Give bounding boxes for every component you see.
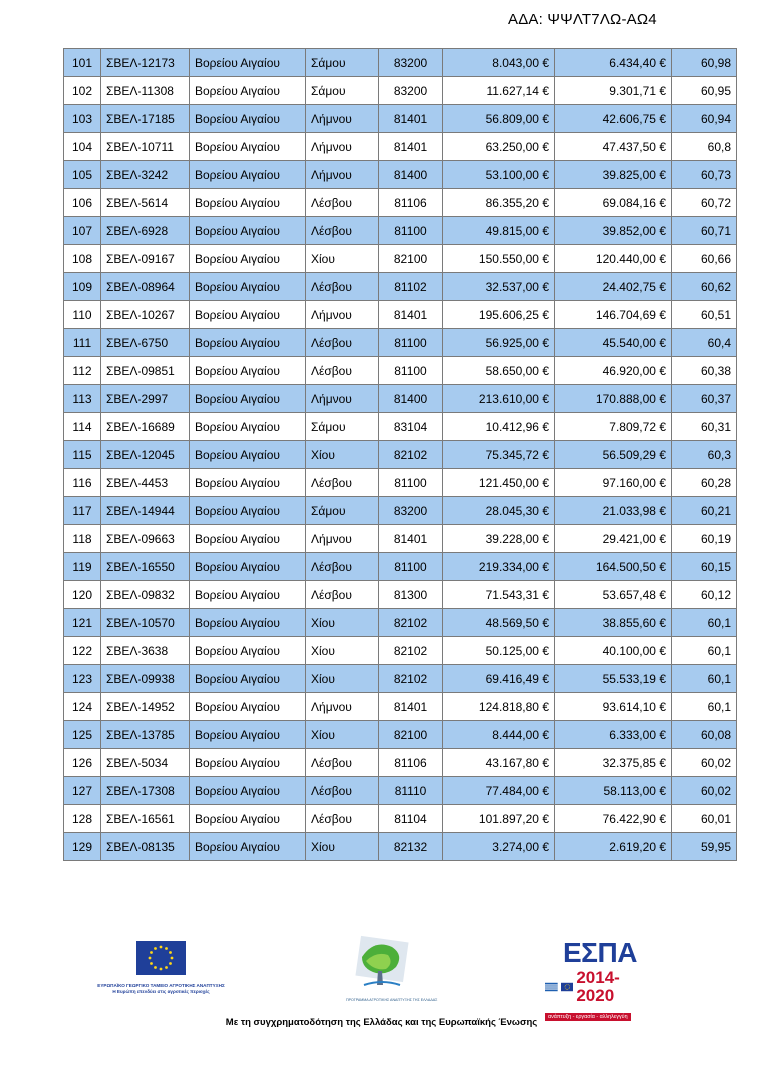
table-row: [64, 189, 737, 217]
regional-unit-cell: Λέσβου: [306, 777, 379, 805]
application-code-cell: ΣΒΕΛ-12173: [101, 49, 190, 77]
subsidy-amount-cell: 45.540,00 €: [555, 329, 672, 357]
eafrd-slogan: Η Ευρώπη επενδύει στις αγροτικές περιοχές: [112, 989, 210, 994]
table-row: [64, 805, 737, 833]
budget-amount-cell: 3.274,00 €: [443, 833, 555, 861]
table-row: [64, 777, 737, 805]
table-row: [64, 133, 737, 161]
eu-flag-icon: [136, 941, 186, 975]
regional-unit-cell: Λέσβου: [306, 217, 379, 245]
region-cell: Βορείου Αιγαίου: [190, 357, 306, 385]
region-cell: Βορείου Αιγαίου: [190, 441, 306, 469]
regional-unit-cell: Χίου: [306, 245, 379, 273]
postal-code-cell: 83200: [379, 497, 443, 525]
score-cell: 60,94: [672, 105, 737, 133]
regional-unit-cell: Λήμνου: [306, 105, 379, 133]
application-code-cell: ΣΒΕΛ-16689: [101, 413, 190, 441]
postal-code-cell: 82102: [379, 609, 443, 637]
application-code-cell: ΣΒΕΛ-10570: [101, 609, 190, 637]
table-row: [64, 329, 737, 357]
score-cell: 60,95: [672, 77, 737, 105]
application-code-cell: ΣΒΕΛ-09832: [101, 581, 190, 609]
regional-unit-cell: Λέσβου: [306, 749, 379, 777]
regional-unit-cell: Λέσβου: [306, 357, 379, 385]
application-code-cell: ΣΒΕΛ-16550: [101, 553, 190, 581]
budget-amount-cell: 56.925,00 €: [443, 329, 555, 357]
subsidy-amount-cell: 40.100,00 €: [555, 637, 672, 665]
budget-amount-cell: 219.334,00 €: [443, 553, 555, 581]
table-row: [64, 497, 737, 525]
score-cell: 60,01: [672, 805, 737, 833]
row-number-cell: 128: [64, 805, 101, 833]
subsidy-amount-cell: 56.509,29 €: [555, 441, 672, 469]
budget-amount-cell: 39.228,00 €: [443, 525, 555, 553]
budget-amount-cell: 53.100,00 €: [443, 161, 555, 189]
application-code-cell: ΣΒΕΛ-10267: [101, 301, 190, 329]
region-cell: Βορείου Αιγαίου: [190, 525, 306, 553]
budget-amount-cell: 11.627,14 €: [443, 77, 555, 105]
row-number-cell: 107: [64, 217, 101, 245]
espa-slogan: ανάπτυξη - εργασία - αλληλεγγύη: [545, 1013, 631, 1021]
score-cell: 60,15: [672, 553, 737, 581]
region-cell: Βορείου Αιγαίου: [190, 749, 306, 777]
application-code-cell: ΣΒΕΛ-09851: [101, 357, 190, 385]
table-row: [64, 553, 737, 581]
regional-unit-cell: Χίου: [306, 637, 379, 665]
budget-amount-cell: 49.815,00 €: [443, 217, 555, 245]
budget-amount-cell: 195.606,25 €: [443, 301, 555, 329]
score-cell: 60,21: [672, 497, 737, 525]
row-number-cell: 112: [64, 357, 101, 385]
postal-code-cell: 81400: [379, 161, 443, 189]
application-code-cell: ΣΒΕΛ-6750: [101, 329, 190, 357]
row-number-cell: 118: [64, 525, 101, 553]
budget-amount-cell: 77.484,00 €: [443, 777, 555, 805]
budget-amount-cell: 101.897,20 €: [443, 805, 555, 833]
postal-code-cell: 81100: [379, 357, 443, 385]
subsidy-amount-cell: 9.301,71 €: [555, 77, 672, 105]
table-row: [64, 525, 737, 553]
application-code-cell: ΣΒΕΛ-10711: [101, 133, 190, 161]
postal-code-cell: 81401: [379, 105, 443, 133]
table-row: [64, 581, 737, 609]
score-cell: 60,73: [672, 161, 737, 189]
subsidy-amount-cell: 7.809,72 €: [555, 413, 672, 441]
table-body: [64, 49, 737, 861]
region-cell: Βορείου Αιγαίου: [190, 721, 306, 749]
budget-amount-cell: 8.043,00 €: [443, 49, 555, 77]
row-number-cell: 110: [64, 301, 101, 329]
table-row: [64, 469, 737, 497]
subsidy-amount-cell: 164.500,50 €: [555, 553, 672, 581]
score-cell: 60,12: [672, 581, 737, 609]
table-row: [64, 665, 737, 693]
regional-unit-cell: Χίου: [306, 609, 379, 637]
budget-amount-cell: 124.818,80 €: [443, 693, 555, 721]
regional-unit-cell: Λέσβου: [306, 469, 379, 497]
region-cell: Βορείου Αιγαίου: [190, 105, 306, 133]
table-row: [64, 609, 737, 637]
budget-amount-cell: 121.450,00 €: [443, 469, 555, 497]
budget-amount-cell: 86.355,20 €: [443, 189, 555, 217]
subsidy-amount-cell: 53.657,48 €: [555, 581, 672, 609]
application-code-cell: ΣΒΕΛ-4453: [101, 469, 190, 497]
region-cell: Βορείου Αιγαίου: [190, 637, 306, 665]
rural-development-text: ΠΡΟΓΡΑΜΜΑ ΑΓΡΟΤΙΚΗΣ ΑΝΑΠΤΥΞΗΣ ΤΗΣ ΕΛΛΑΔΑΣ: [346, 998, 438, 1002]
subsidy-amount-cell: 55.533,19 €: [555, 665, 672, 693]
regional-unit-cell: Χίου: [306, 441, 379, 469]
region-cell: Βορείου Αιγαίου: [190, 385, 306, 413]
postal-code-cell: 82102: [379, 441, 443, 469]
region-cell: Βορείου Αιγαίου: [190, 77, 306, 105]
region-cell: Βορείου Αιγαίου: [190, 609, 306, 637]
postal-code-cell: 81102: [379, 273, 443, 301]
table-row: [64, 245, 737, 273]
row-number-cell: 124: [64, 693, 101, 721]
application-code-cell: ΣΒΕΛ-17185: [101, 105, 190, 133]
row-number-cell: 106: [64, 189, 101, 217]
region-cell: Βορείου Αιγαίου: [190, 777, 306, 805]
score-cell: 60,51: [672, 301, 737, 329]
application-code-cell: ΣΒΕΛ-16561: [101, 805, 190, 833]
application-code-cell: ΣΒΕΛ-13785: [101, 721, 190, 749]
application-code-cell: ΣΒΕΛ-08964: [101, 273, 190, 301]
table-row: [64, 833, 737, 861]
data-table: [63, 48, 737, 861]
application-code-cell: ΣΒΕΛ-11308: [101, 77, 190, 105]
application-code-cell: ΣΒΕΛ-3242: [101, 161, 190, 189]
row-number-cell: 105: [64, 161, 101, 189]
postal-code-cell: 81100: [379, 553, 443, 581]
table-row: [64, 105, 737, 133]
row-number-cell: 123: [64, 665, 101, 693]
region-cell: Βορείου Αιγαίου: [190, 693, 306, 721]
score-cell: 60,08: [672, 721, 737, 749]
postal-code-cell: 81100: [379, 329, 443, 357]
row-number-cell: 111: [64, 329, 101, 357]
postal-code-cell: 81401: [379, 301, 443, 329]
subsidy-amount-cell: 6.434,40 €: [555, 49, 672, 77]
budget-amount-cell: 150.550,00 €: [443, 245, 555, 273]
regional-unit-cell: Χίου: [306, 833, 379, 861]
subsidy-amount-cell: 58.113,00 €: [555, 777, 672, 805]
row-number-cell: 109: [64, 273, 101, 301]
row-number-cell: 102: [64, 77, 101, 105]
application-code-cell: ΣΒΕΛ-09167: [101, 245, 190, 273]
rural-development-logo: [346, 935, 438, 1002]
table-row: [64, 217, 737, 245]
budget-amount-cell: 213.610,00 €: [443, 385, 555, 413]
table-row: [64, 413, 737, 441]
score-cell: 60,1: [672, 609, 737, 637]
regional-unit-cell: Λέσβου: [306, 329, 379, 357]
subsidy-amount-cell: 46.920,00 €: [555, 357, 672, 385]
table-row: [64, 357, 737, 385]
score-cell: 60,1: [672, 637, 737, 665]
subsidy-amount-cell: 24.402,75 €: [555, 273, 672, 301]
budget-amount-cell: 48.569,50 €: [443, 609, 555, 637]
application-code-cell: ΣΒΕΛ-5034: [101, 749, 190, 777]
region-cell: Βορείου Αιγαίου: [190, 245, 306, 273]
postal-code-cell: 81401: [379, 525, 443, 553]
table-row: [64, 49, 737, 77]
score-cell: 60,98: [672, 49, 737, 77]
region-cell: Βορείου Αιγαίου: [190, 161, 306, 189]
regional-unit-cell: Λήμνου: [306, 693, 379, 721]
table-row: [64, 749, 737, 777]
regional-unit-cell: Λέσβου: [306, 189, 379, 217]
regional-unit-cell: Λήμνου: [306, 301, 379, 329]
postal-code-cell: 81104: [379, 805, 443, 833]
espa-logo: [545, 939, 645, 1023]
score-cell: 59,95: [672, 833, 737, 861]
postal-code-cell: 81100: [379, 217, 443, 245]
application-code-cell: ΣΒΕΛ-3638: [101, 637, 190, 665]
postal-code-cell: 82100: [379, 245, 443, 273]
budget-amount-cell: 58.650,00 €: [443, 357, 555, 385]
table-row: [64, 721, 737, 749]
application-code-cell: ΣΒΕΛ-09938: [101, 665, 190, 693]
postal-code-cell: 81110: [379, 777, 443, 805]
score-cell: 60,02: [672, 777, 737, 805]
region-cell: Βορείου Αιγαίου: [190, 469, 306, 497]
table-row: [64, 693, 737, 721]
subsidy-amount-cell: 39.825,00 €: [555, 161, 672, 189]
regional-unit-cell: Λήμνου: [306, 161, 379, 189]
regional-unit-cell: Λέσβου: [306, 273, 379, 301]
region-cell: Βορείου Αιγαίου: [190, 581, 306, 609]
application-code-cell: ΣΒΕΛ-17308: [101, 777, 190, 805]
score-cell: 60,62: [672, 273, 737, 301]
application-code-cell: ΣΒΕΛ-14944: [101, 497, 190, 525]
budget-amount-cell: 43.167,80 €: [443, 749, 555, 777]
score-cell: 60,28: [672, 469, 737, 497]
postal-code-cell: 83200: [379, 49, 443, 77]
subsidy-amount-cell: 76.422,90 €: [555, 805, 672, 833]
regional-unit-cell: Λήμνου: [306, 133, 379, 161]
region-cell: Βορείου Αιγαίου: [190, 273, 306, 301]
budget-amount-cell: 10.412,96 €: [443, 413, 555, 441]
score-cell: 60,1: [672, 665, 737, 693]
application-code-cell: ΣΒΕΛ-08135: [101, 833, 190, 861]
postal-code-cell: 83104: [379, 413, 443, 441]
postal-code-cell: 81401: [379, 133, 443, 161]
row-number-cell: 127: [64, 777, 101, 805]
region-cell: Βορείου Αιγαίου: [190, 133, 306, 161]
score-cell: 60,3: [672, 441, 737, 469]
table-row: [64, 385, 737, 413]
budget-amount-cell: 32.537,00 €: [443, 273, 555, 301]
region-cell: Βορείου Αιγαίου: [190, 49, 306, 77]
row-number-cell: 121: [64, 609, 101, 637]
tree-icon: [352, 935, 410, 993]
subsidy-amount-cell: 39.852,00 €: [555, 217, 672, 245]
table-row: [64, 161, 737, 189]
row-number-cell: 120: [64, 581, 101, 609]
regional-unit-cell: Χίου: [306, 665, 379, 693]
espa-years: 2014-2020: [576, 968, 620, 1005]
application-code-cell: ΣΒΕΛ-12045: [101, 441, 190, 469]
regional-unit-cell: Λέσβου: [306, 553, 379, 581]
postal-code-cell: 82132: [379, 833, 443, 861]
subsidy-amount-cell: 21.033,98 €: [555, 497, 672, 525]
row-number-cell: 115: [64, 441, 101, 469]
region-cell: Βορείου Αιγαίου: [190, 329, 306, 357]
postal-code-cell: 81401: [379, 693, 443, 721]
regional-unit-cell: Σάμου: [306, 77, 379, 105]
postal-code-cell: 81400: [379, 385, 443, 413]
table-row: [64, 441, 737, 469]
row-number-cell: 108: [64, 245, 101, 273]
budget-amount-cell: 50.125,00 €: [443, 637, 555, 665]
region-cell: Βορείου Αιγαίου: [190, 833, 306, 861]
region-cell: Βορείου Αιγαίου: [190, 189, 306, 217]
row-number-cell: 129: [64, 833, 101, 861]
postal-code-cell: 81100: [379, 469, 443, 497]
row-number-cell: 103: [64, 105, 101, 133]
subsidy-amount-cell: 69.084,16 €: [555, 189, 672, 217]
score-cell: 60,1: [672, 693, 737, 721]
regional-unit-cell: Σάμου: [306, 49, 379, 77]
application-code-cell: ΣΒΕΛ-2997: [101, 385, 190, 413]
table-row: [64, 301, 737, 329]
footer: [0, 935, 763, 1045]
postal-code-cell: 82100: [379, 721, 443, 749]
budget-amount-cell: 71.543,31 €: [443, 581, 555, 609]
table-row: [64, 77, 737, 105]
region-cell: Βορείου Αιγαίου: [190, 413, 306, 441]
row-number-cell: 117: [64, 497, 101, 525]
application-code-cell: ΣΒΕΛ-5614: [101, 189, 190, 217]
regional-unit-cell: Σάμου: [306, 413, 379, 441]
row-number-cell: 126: [64, 749, 101, 777]
score-cell: 60,4: [672, 329, 737, 357]
subsidy-amount-cell: 6.333,00 €: [555, 721, 672, 749]
budget-amount-cell: 8.444,00 €: [443, 721, 555, 749]
region-cell: Βορείου Αιγαίου: [190, 665, 306, 693]
postal-code-cell: 81106: [379, 749, 443, 777]
cofunding-statement: Με τη συγχρηματοδότηση της Ελλάδας και της Ευρωπαϊκής Ένωσης: [225, 1017, 538, 1028]
subsidy-amount-cell: 42.606,75 €: [555, 105, 672, 133]
score-cell: 60,72: [672, 189, 737, 217]
row-number-cell: 119: [64, 553, 101, 581]
subsidy-amount-cell: 47.437,50 €: [555, 133, 672, 161]
row-number-cell: 113: [64, 385, 101, 413]
regional-unit-cell: Λήμνου: [306, 525, 379, 553]
postal-code-cell: 81106: [379, 189, 443, 217]
subsidy-amount-cell: 120.440,00 €: [555, 245, 672, 273]
budget-amount-cell: 56.809,00 €: [443, 105, 555, 133]
row-number-cell: 116: [64, 469, 101, 497]
subsidy-amount-cell: 29.421,00 €: [555, 525, 672, 553]
row-number-cell: 114: [64, 413, 101, 441]
subsidy-amount-cell: 32.375,85 €: [555, 749, 672, 777]
subsidy-amount-cell: 170.888,00 €: [555, 385, 672, 413]
score-cell: 60,37: [672, 385, 737, 413]
subsidy-amount-cell: 93.614,10 €: [555, 693, 672, 721]
postal-code-cell: 82102: [379, 665, 443, 693]
postal-code-cell: 82102: [379, 637, 443, 665]
region-cell: Βορείου Αιγαίου: [190, 301, 306, 329]
regional-unit-cell: Λέσβου: [306, 581, 379, 609]
budget-amount-cell: 28.045,30 €: [443, 497, 555, 525]
score-cell: 60,66: [672, 245, 737, 273]
regional-unit-cell: Λήμνου: [306, 385, 379, 413]
eafrd-logo: [96, 941, 226, 995]
ada-code: ΑΔΑ: ΨΨΛΤ7ΛΩ-ΑΩ4: [508, 11, 657, 28]
flags-icon: [545, 982, 558, 992]
region-cell: Βορείου Αιγαίου: [190, 553, 306, 581]
subsidy-amount-cell: 38.855,60 €: [555, 609, 672, 637]
regional-unit-cell: Χίου: [306, 721, 379, 749]
postal-code-cell: 83200: [379, 77, 443, 105]
regional-unit-cell: Λέσβου: [306, 805, 379, 833]
application-code-cell: ΣΒΕΛ-14952: [101, 693, 190, 721]
table-row: [64, 273, 737, 301]
subsidy-amount-cell: 2.619,20 €: [555, 833, 672, 861]
region-cell: Βορείου Αιγαίου: [190, 805, 306, 833]
espa-title: ΕΣΠΑ: [563, 937, 637, 968]
application-code-cell: ΣΒΕΛ-09663: [101, 525, 190, 553]
score-cell: 60,38: [672, 357, 737, 385]
regional-unit-cell: Σάμου: [306, 497, 379, 525]
score-cell: 60,8: [672, 133, 737, 161]
score-cell: 60,19: [672, 525, 737, 553]
score-cell: 60,31: [672, 413, 737, 441]
table-row: [64, 637, 737, 665]
row-number-cell: 104: [64, 133, 101, 161]
subsidy-amount-cell: 97.160,00 €: [555, 469, 672, 497]
row-number-cell: 101: [64, 49, 101, 77]
subsidy-amount-cell: 146.704,69 €: [555, 301, 672, 329]
postal-code-cell: 81300: [379, 581, 443, 609]
region-cell: Βορείου Αιγαίου: [190, 497, 306, 525]
score-cell: 60,71: [672, 217, 737, 245]
region-cell: Βορείου Αιγαίου: [190, 217, 306, 245]
budget-amount-cell: 75.345,72 €: [443, 441, 555, 469]
budget-amount-cell: 63.250,00 €: [443, 133, 555, 161]
row-number-cell: 125: [64, 721, 101, 749]
eu-small-flag-icon: [561, 982, 574, 992]
budget-amount-cell: 69.416,49 €: [443, 665, 555, 693]
score-cell: 60,02: [672, 749, 737, 777]
row-number-cell: 122: [64, 637, 101, 665]
application-code-cell: ΣΒΕΛ-6928: [101, 217, 190, 245]
eafrd-title: ΕΥΡΩΠΑΪΚΟ ΓΕΩΡΓΙΚΟ ΤΑΜΕΙΟ ΑΓΡΟΤΙΚΗΣ ΑΝΑΠΤΥΞΗΣ: [97, 983, 225, 988]
